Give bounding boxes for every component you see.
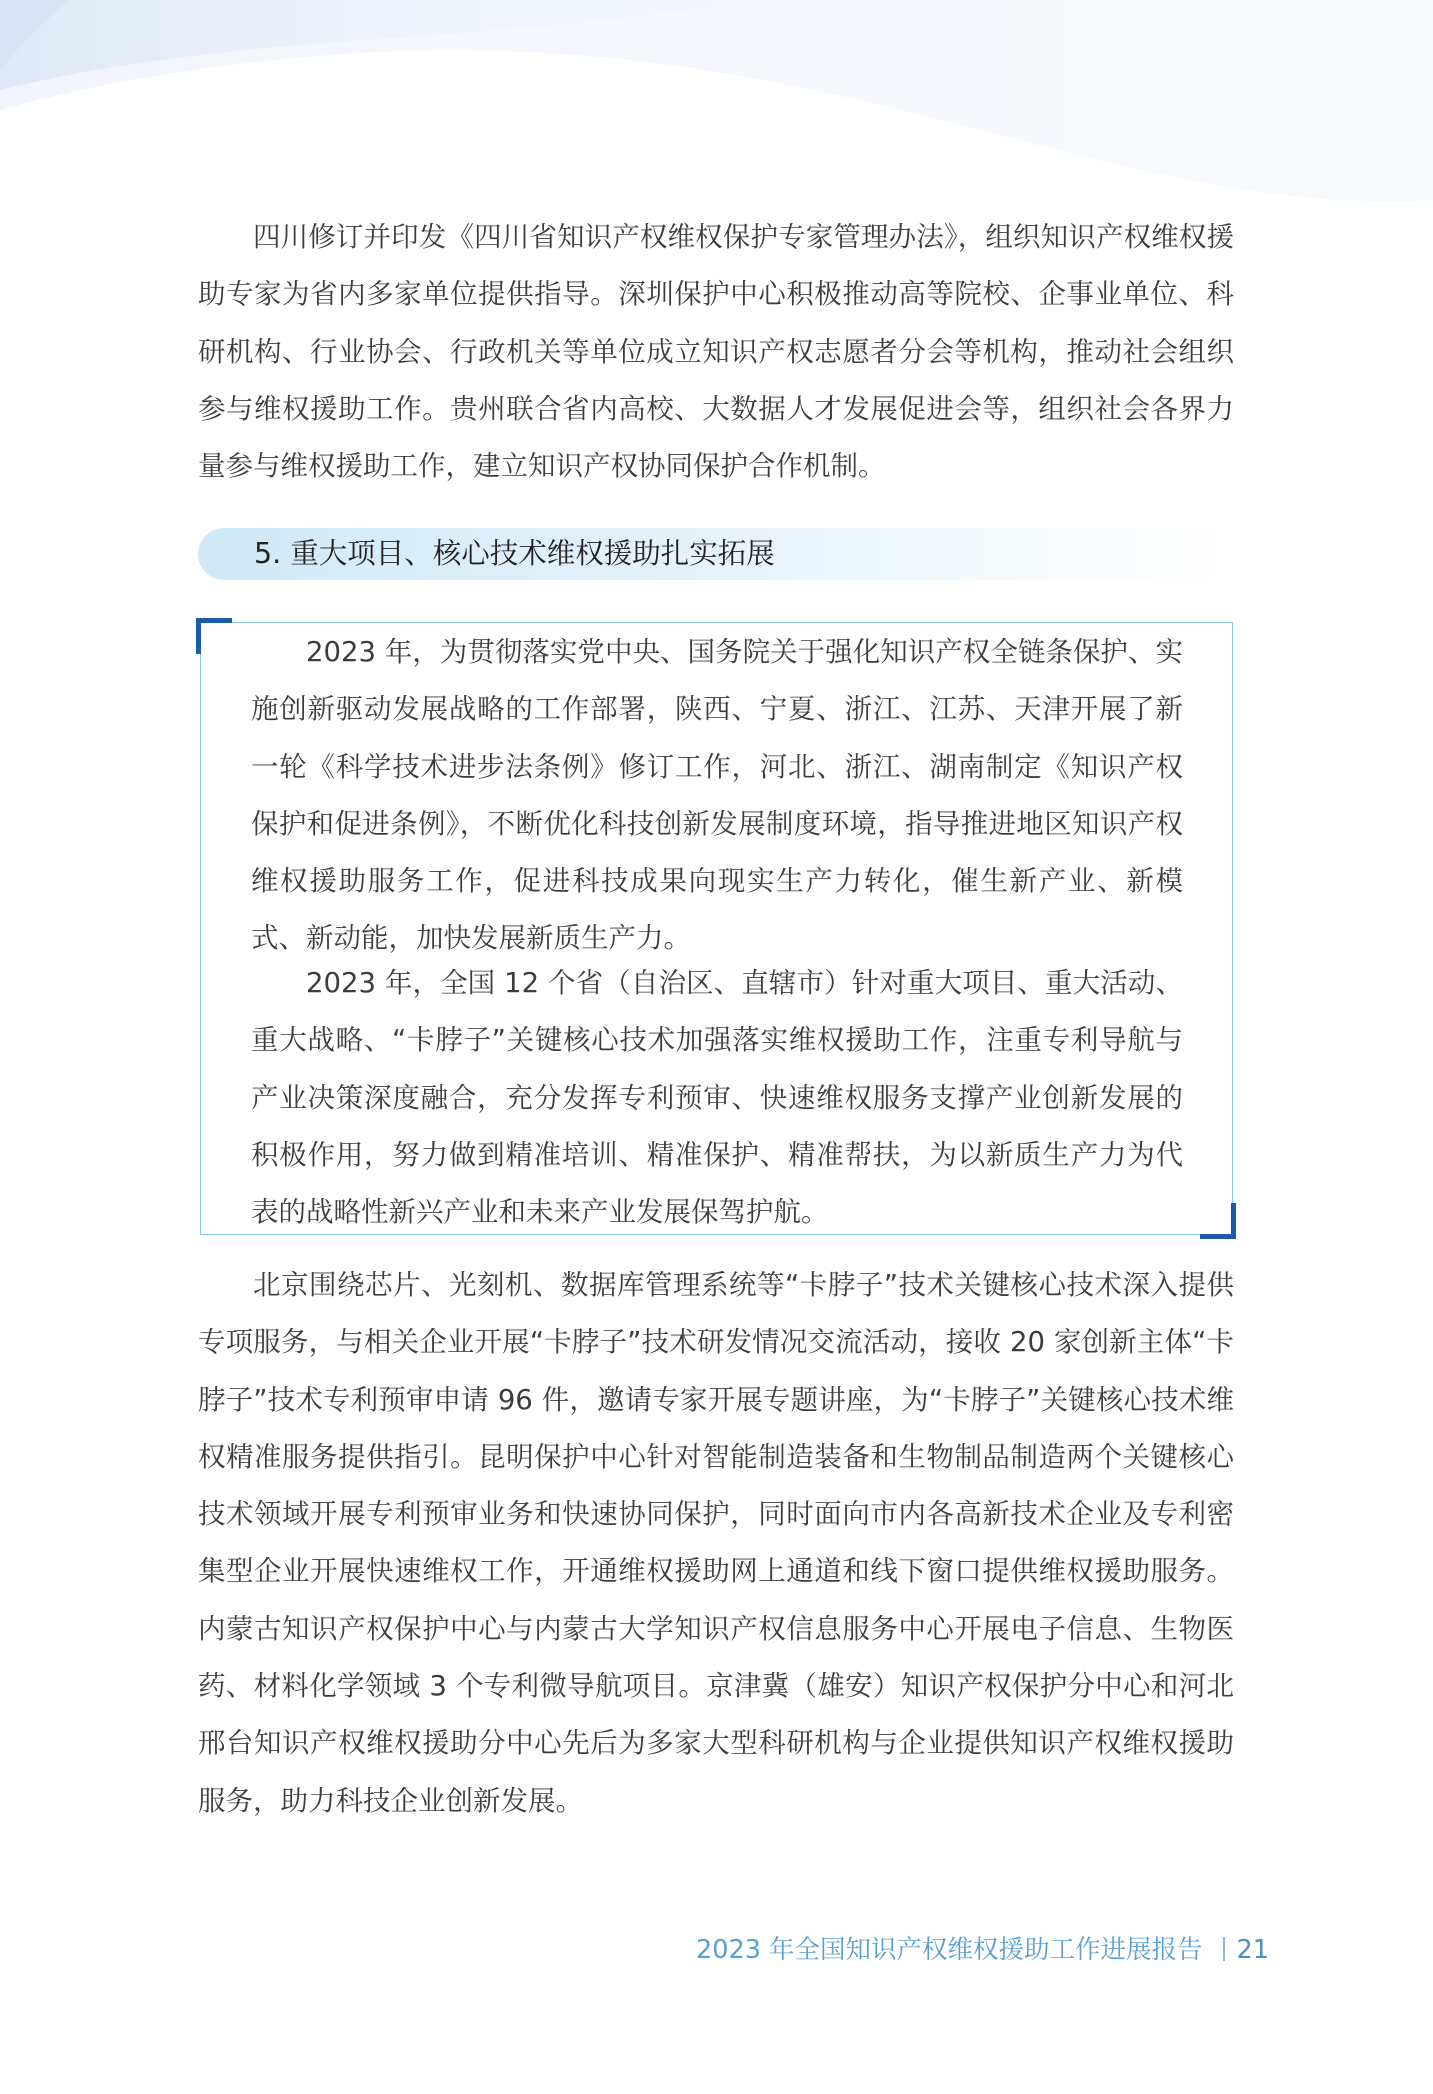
callout-paragraph-key-projects: 2023 年，全国 12 个省（自治区、直辖市）针对重大项目、重大活动、重大战略、“卡脖子”关键核心技术加强落实维权援助工作，注重专利导航与产业决策深度融合，充分发挥专利预审、快速维权服务支撑产业创新发展的积极作用，努力做到精准培训、精准保护、精准帮扶，为以新质生产力为代表的战略性新兴产业和未来产业发展保驾护航。 — [251, 967, 1183, 1229]
footer-report-title: 2023 年全国知识产权维权援助工作进展报告 — [696, 1935, 1203, 1965]
footer-separator — [1223, 1937, 1225, 1961]
corner-bracket-top-left — [196, 618, 232, 654]
body-paragraph-sichuan: 四川修订并印发《四川省知识产权维权保护专家管理办法》，组织知识产权维权援助专家为省内多家单位提供指导。深圳保护中心积极推动高等院校、企事业单位、科研机构、行业协会、行政机关等单位成立知识产权志愿者分会等机构，推动社会组织参与维权援助工作。贵州联合省内高校、大数据人才发展促进会等，组织社会各界力量参与维权援助工作，建立知识产权协同保护合作机制。 — [198, 221, 1234, 483]
section-heading-text: 5. 重大项目、核心技术维权援助扎实拓展 — [254, 537, 775, 570]
corner-bracket-bottom-right — [1200, 1203, 1236, 1239]
body-paragraph-beijing: 北京围绕芯片、光刻机、数据库管理系统等“卡脖子”技术关键核心技术深入提供专项服务，与相关企业开展“卡脖子”技术研发情况交流活动，接收 20 家创新主体“卡脖子”技术专利预审申请 96 件，邀请专家开展专题讲座，为“卡脖子”关键核心技术维权精准服务提供指引。昆明保护中心针对智能制造装备和生物制品制造两个关键核心技术领域开展专利预审业务和快速协同保护，同时面向市内各高新技术企业及专利密集型企业开展快速维权工作，开通维权援助网上通道和线下窗口提供维权援助服务。内蒙古知识产权保护中心与内蒙古大学知识产权信息服务中心开展电子信息、生物医药、材料化学领域 3 个专利微导航项目。京津冀（雄安）知识产权保护分中心和河北邢台知识产权维权援助分中心先后为多家大型科研机构与企业提供知识产权维权援助服务，助力科技企业创新发展。 — [198, 1269, 1234, 1817]
section-heading-bar — [198, 528, 1234, 580]
page-footer — [696, 1928, 1269, 1972]
top-wave-decoration — [0, 0, 1433, 240]
callout-paragraph-regulations: 2023 年，为贯彻落实党中央、国务院关于强化知识产权全链条保护、实施创新驱动发展战略的工作部署，陕西、宁夏、浙江、江苏、天津开展了新一轮《科学技术进步法条例》修订工作，河北、浙江、湖南制定《知识产权保护和促进条例》，不断优化科技创新发展制度环境，指导推进地区知识产权维权援助服务工作，促进科技成果向现实生产力转化，催生新产业、新模式、新动能，加快发展新质生产力。 — [251, 636, 1183, 955]
page-number: 21 — [1236, 1935, 1269, 1965]
